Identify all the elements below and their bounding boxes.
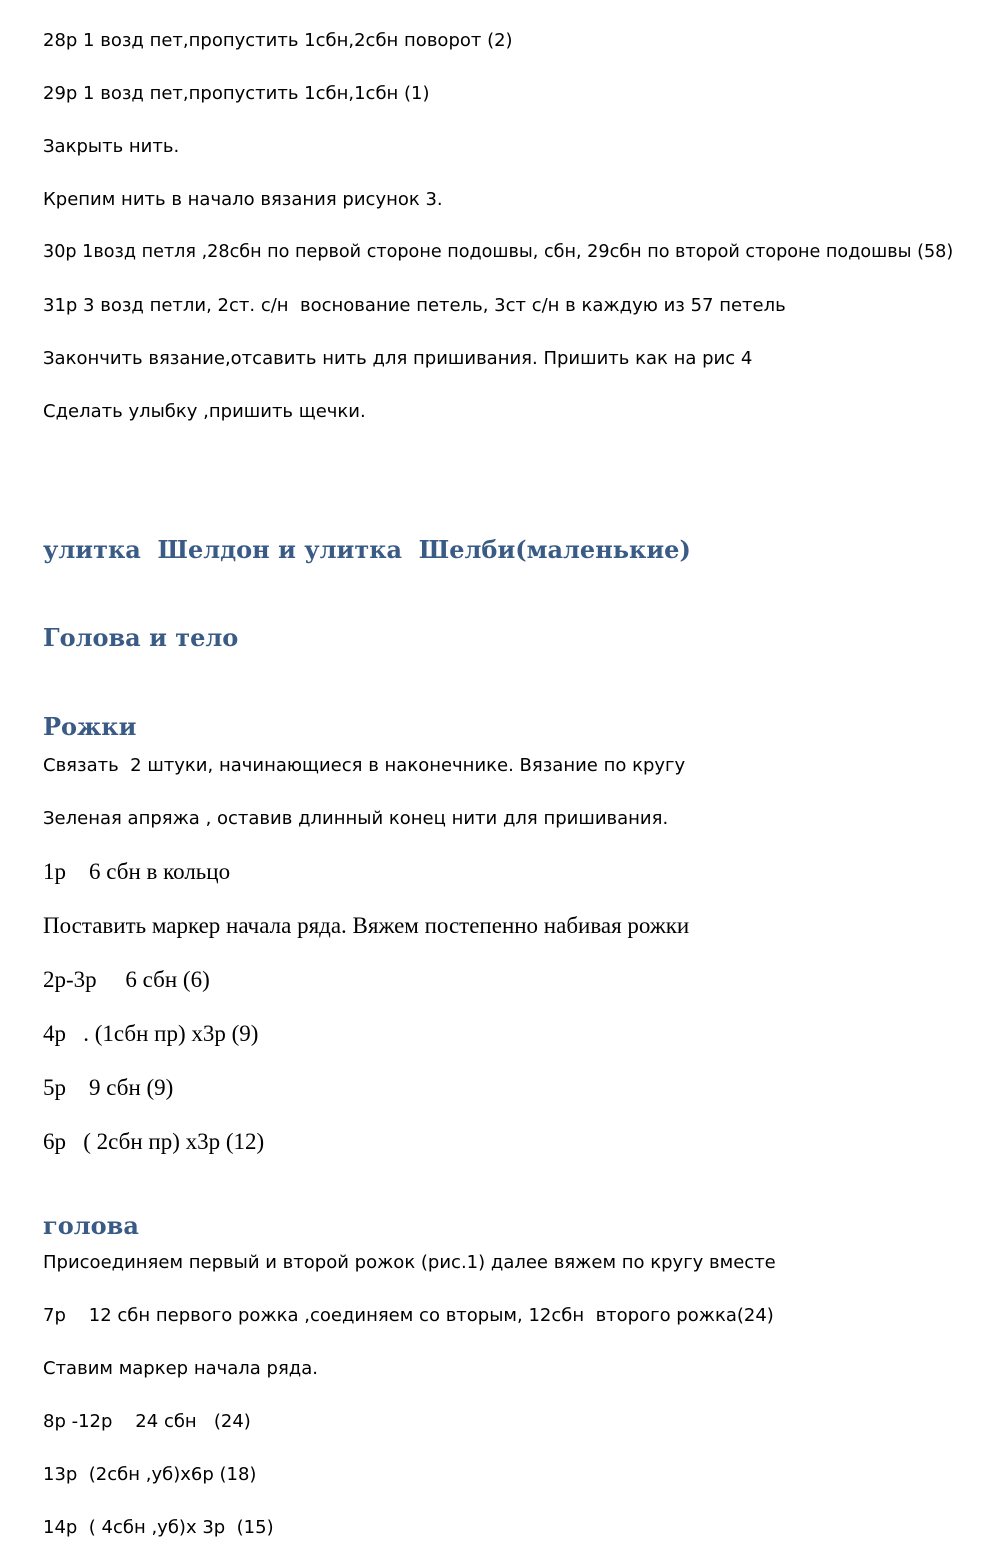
text-line-row-31: 31р 3 возд петли, 2ст. с/н воснование петель, 3ст с/н в каждую из 57 петель xyxy=(43,295,786,316)
text-line-join-horns: Присоединяем первый и второй рожок (рис.1) далее вяжем по кругу вместе xyxy=(43,1252,776,1273)
text-line-row-28: 28р 1 возд пет,пропустить 1сбн,2сбн поворот (2) xyxy=(43,30,513,51)
text-line-place-marker: Ставим маркер начала ряда. xyxy=(43,1358,318,1379)
text-line-smile: Сделать улыбку ,пришить щечки. xyxy=(43,401,366,422)
text-line-close-thread: Закрыть нить. xyxy=(43,136,180,157)
text-line-attach-thread: Крепим нить в начало вязания рисунок 3. xyxy=(43,189,443,210)
text-line-row-7: 7р 12 сбн первого рожка ,соединяем со вторым, 12сбн второго рожка(24) xyxy=(43,1305,774,1326)
text-line-row-1: 1р 6 сбн в кольцо xyxy=(43,859,231,884)
text-line-row-8-12: 8р -12р 24 сбн (24) xyxy=(43,1411,251,1432)
text-line-row-4: 4р . (1сбн пр) х3р (9) xyxy=(43,1021,259,1046)
text-line-horns-yarn: Зеленая апряжа , оставив длинный конец нити для пришивания. xyxy=(43,808,669,829)
text-line-row-6: 6р ( 2сбн пр) х3р (12) xyxy=(43,1129,265,1154)
text-line-row-13: 13р (2сбн ,уб)х6р (18) xyxy=(43,1464,257,1485)
text-line-horns-intro: Связать 2 штуки, начинающиеся в наконечнике. Вязание по кругу xyxy=(43,755,686,776)
text-line-row-14: 14р ( 4сбн ,уб)х 3р (15) xyxy=(43,1517,274,1538)
text-line-row-5: 5р 9 сбн (9) xyxy=(43,1075,174,1100)
section-heading-horns: Рожки xyxy=(43,712,137,741)
section-heading-head: голова xyxy=(43,1211,139,1240)
text-line-row-30: 30р 1возд петля ,28сбн по первой стороне подошвы, сбн, 29сбн по второй стороне подошвы (58) xyxy=(43,242,954,262)
text-line-finish: Закончить вязание,отсавить нить для пришивания. Пришить как на рис 4 xyxy=(43,348,753,369)
text-line-row-29: 29р 1 возд пет,пропустить 1сбн,1сбн (1) xyxy=(43,83,430,104)
document-title: улитка Шелдон и улитка Шелби(маленькие) xyxy=(43,535,691,564)
section-heading-head-body: Голова и тело xyxy=(43,623,239,652)
text-line-row-2-3: 2р-3р 6 сбн (6) xyxy=(43,967,210,992)
text-line-marker: Поставить маркер начала ряда. Вяжем постепенно набивая рожки xyxy=(43,913,690,938)
